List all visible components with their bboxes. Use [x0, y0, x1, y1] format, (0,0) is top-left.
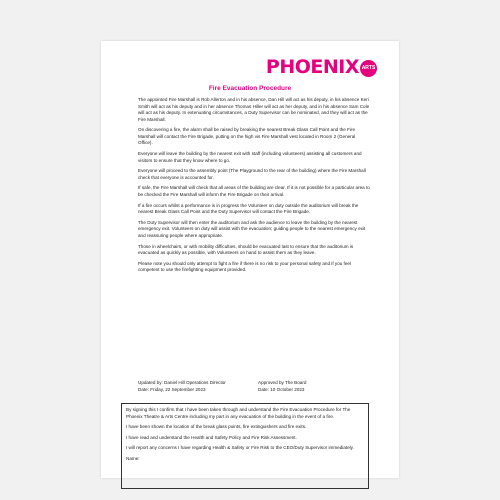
declaration-line: I have been shown the location of the break glass points, fire extinguishers and fire exits. [126, 424, 307, 430]
paragraph-raise-alarm: On discovering a fire, the alarm shall be raised by breaking the nearest Break Glass Call Point and the Fire Marshall will contact the Fire Brigade, putting on the high vis Fire Marshall vest located in Room 2 (General Office). [138, 127, 356, 146]
logo-wordmark: PHOENIX [265, 56, 359, 78]
declaration-box [121, 403, 369, 489]
paragraph-fire-marshall: The appointed Fire Marshall is Rob Allerton and in his absence, Dan Hill will act as his deputy, in his absence Keri Smith will act as his deputy and in her absence Thomas Hiller will act as her deputy, and in his absence Sam Cole will act as his deputy. In extenuating circumstances, a Duty Supervisor can be nominated, and they will act as the Fire Marshall. [138, 97, 370, 122]
declaration-line: I have read and understand the Health and Safety Policy and Fire Risk Assessment. [126, 434, 297, 440]
document-title: Fire Evacuation Procedure [208, 85, 292, 92]
updated-by: Updated by: Daniel Hill Operations Director [138, 380, 226, 385]
declaration-line: I will report any concerns I have regarding Health & Safety or Fire Risk to the CEO/Duty Supervisor immediately. [126, 445, 354, 451]
document-page [101, 41, 399, 478]
procedure-body [138, 97, 370, 278]
phoenix-arts-logo [266, 54, 377, 80]
paragraph-leave-building: Everyone will leave the building by the nearest exit with staff (including volunteers) assisting all customers and visitors to ensure that they know where to go. [138, 150, 362, 163]
approved-by-column [258, 380, 370, 393]
name-label: Name: [126, 455, 140, 461]
approved-date: Date: 10 October 2023 [258, 386, 305, 392]
paragraph-fight-fire-note: Please note you should only attempt to fight a fire if there is no risk to your personal safety and if you feel competent to use the firefighting equipment provided. [138, 260, 351, 273]
paragraph-performance-fire: If a fire occurs whilst a performance is in progress the Volunteer on duty outside the auditorium will break the nearest Break Glass Call Point and the Duty Supervisor will contact the Fire Brigade. [138, 202, 359, 215]
approved-by: Approved by The Board [258, 380, 307, 385]
paragraph-check-areas: If safe, the Fire Marshall will check that all areas of the building are clear. If it is not possible for a particular area to be checked the Fire Marshall will inform the Fire Brigade on their arrival. [138, 185, 370, 197]
declaration-line: By signing this I confirm that I have been taken through and understand the Fire Evacuation Procedure for The Phoenix Theatre & Arts Centre including my part in any evacuation of the building in the event of a fire. [126, 407, 351, 419]
signature-block [138, 380, 370, 393]
logo-badge: ARTS [360, 60, 377, 77]
updated-by-column [138, 380, 250, 393]
paragraph-duty-supervisor: The Duty Supervisor will then enter the auditorium and ask the audience to leave the building by the nearest emergency exit. Volunteers on duty will assist with the evacuation; guiding people to the nearest emergency exit and reassuring people where appropriate. [138, 219, 366, 238]
paragraph-assembly-point: Everyone will proceed to the assembly point (The Playground to the rear of the building) where the Fire Marshall check that everyone is accounted for. [138, 168, 366, 180]
updated-date: Date: Friday, 22 September 2023 [138, 386, 206, 392]
paragraph-mobility: Those in wheelchairs, or with mobility difficulties, should be evacuated last to ensure that the auditorium is evacuated as quickly as possible, with Volunteers on hand to assist them as they leave. [138, 243, 354, 256]
